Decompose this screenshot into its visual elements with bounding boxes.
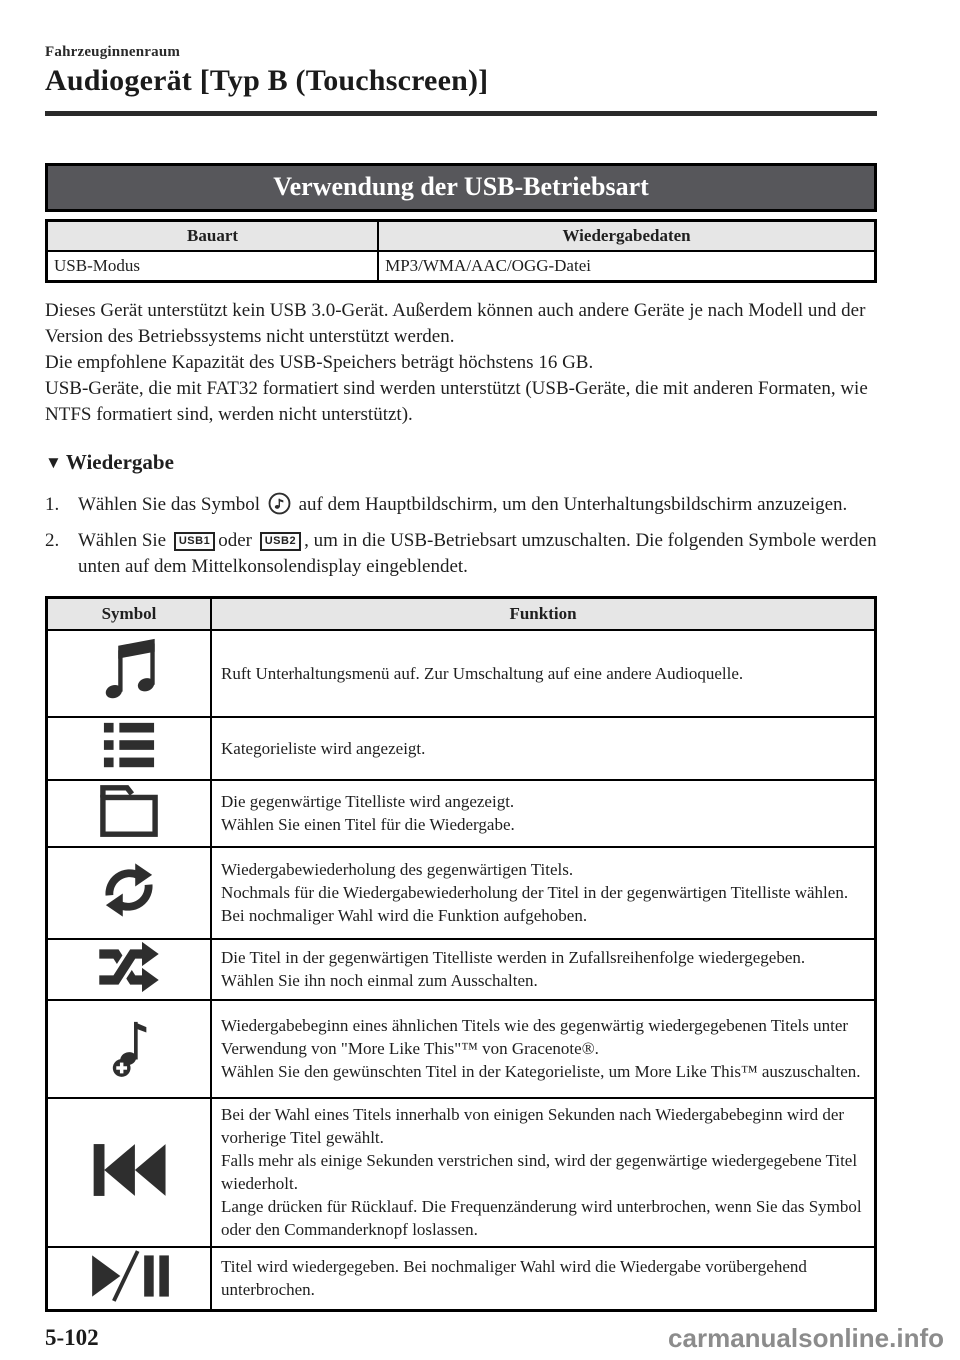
step-text-pre: Wählen Sie das Symbol <box>78 494 265 516</box>
steps-list <box>45 492 877 581</box>
function-cell <box>211 1000 876 1098</box>
skip-back-icon <box>47 1098 212 1247</box>
entertainment-note-circle-icon <box>268 492 291 524</box>
manual-page <box>45 0 877 1351</box>
watermark: carmanualsonline.info <box>668 1323 944 1353</box>
step-number: 1. <box>45 494 60 516</box>
function-text: Kategorieliste wird angezeigt. <box>221 738 426 758</box>
column-header-wiedergabedaten: Wiedergabedaten <box>378 221 875 252</box>
function-text: Falls mehr als einige Sekunden verstrichen sind, wird der gegenwärtige wiedergegebene Titel wiederholt. <box>221 1151 858 1194</box>
function-text: Ruft Unterhaltungsmenü auf. Zur Umschaltung auf eine andere Audioquelle. <box>221 663 744 683</box>
intro-paragraph <box>45 298 877 428</box>
function-text: Lange drücken für Rücklauf. Die Frequenzänderung wird unterbrochen, wenn Sie das Symbol oder den Commanderknopf loslassen. <box>221 1197 862 1240</box>
step-text <box>78 528 877 581</box>
more-like-this-note-plus-icon <box>47 1000 212 1098</box>
cell-bauart: USB-Modus <box>47 251 379 282</box>
function-cell <box>211 780 876 847</box>
step-text-post: auf dem Hauptbildschirm, um den Unterhaltungsbildschirm anzuzeigen. <box>293 494 848 516</box>
table-row-entertainment <box>47 630 876 717</box>
column-header-funktion: Funktion <box>211 597 876 630</box>
function-text: Wählen Sie ihn noch einmal zum Ausschalten. <box>221 971 538 991</box>
function-text: Wiedergabewiederholung des gegenwärtigen Titels. <box>221 860 574 880</box>
function-text: Die Titel in der gegenwärtigen Titelliste werden in Zufallsreihenfolge wiedergegeben. <box>221 948 806 968</box>
section-heading-label: Wiedergabe <box>65 450 174 475</box>
function-cell <box>211 1098 876 1247</box>
function-text: Titel wird wiedergegeben. Bei nochmaliger Wahl wird die Wiedergabe vorübergehend unterbrochen. <box>221 1257 807 1300</box>
function-text: Wählen Sie den gewünschten Titel in der Kategorieliste, um More Like This™ auszuschalten. <box>221 1062 861 1082</box>
intro-line: USB-Geräte, die mit FAT32 formatiert sind werden unterstützt (USB-Geräte, die mit anderen Formaten, wie NTFS formatiert sind, werden nicht unterstützt). <box>45 378 868 426</box>
step-1 <box>45 492 877 524</box>
section-heading <box>45 450 877 475</box>
function-cell <box>211 939 876 1000</box>
function-cell <box>211 630 876 717</box>
section-marker-triangle-icon: ▼ <box>45 453 62 473</box>
table-row <box>47 251 876 282</box>
play-pause-icon <box>47 1247 212 1311</box>
shuffle-icon <box>47 939 212 1000</box>
function-text: Bei der Wahl eines Titels innerhalb von einigen Sekunden nach Wiedergabebeginn wird der vorherige Titel gewählt. <box>221 1104 845 1147</box>
step-2 <box>45 528 877 581</box>
page-title: Audiogerät [Typ B (Touchscreen)] <box>45 64 489 97</box>
step-text-mid: oder <box>218 529 257 551</box>
header-rule <box>45 111 877 116</box>
table-header-row <box>47 597 876 630</box>
step-text-pre: Wählen Sie <box>78 529 171 551</box>
folder-icon <box>47 780 212 847</box>
function-text: Die gegenwärtige Titelliste wird angezeigt. <box>221 792 515 812</box>
function-cell <box>211 717 876 780</box>
symbol-function-table <box>45 596 877 1312</box>
step-text-post: , um in die USB-Betriebsart umzuschalten. Die folgenden Symbole werden unten auf dem Mittelkonsolendisplay eingeblendet. <box>78 529 877 578</box>
function-cell <box>211 847 876 939</box>
cell-wiedergabedaten: MP3/WMA/AAC/OGG-Datei <box>378 251 875 282</box>
page-number: 5-102 <box>45 1325 99 1351</box>
table-row-shuffle <box>47 939 876 1000</box>
usb1-button-icon: USB1 <box>174 532 215 551</box>
table-row-skip-back <box>47 1098 876 1247</box>
usb-mode-table <box>45 219 877 283</box>
function-text: Nochmals für die Wiedergabewiederholung der Titel in der gegenwärtigen Titelliste wählen. <box>221 883 849 903</box>
table-row-category-list <box>47 717 876 780</box>
category-list-icon <box>47 717 212 780</box>
function-cell <box>211 1247 876 1311</box>
table-row-repeat <box>47 847 876 939</box>
section-banner: Verwendung der USB-Betriebsart <box>45 163 877 212</box>
step-text <box>78 492 877 524</box>
intro-line: Dieses Gerät unterstützt kein USB 3.0-Gerät. Außerdem können auch andere Geräte je nach Modell und der Version des Betriebssystems nicht unterstützt werden. <box>45 300 866 348</box>
function-text: Wiedergabebeginn eines ähnlichen Titels wie des gegenwärtig wiedergegebenen Titels unter Verwendung von "More Like This"™ von Gracenote®. <box>221 1016 849 1059</box>
table-row-more-like-this <box>47 1000 876 1098</box>
table-row-title-list <box>47 780 876 847</box>
function-text: Wählen Sie einen Titel für die Wiedergabe. <box>221 815 515 835</box>
table-row-play-pause <box>47 1247 876 1311</box>
step-number: 2. <box>45 529 60 551</box>
breadcrumb: Fahrzeuginnenraum <box>45 44 181 60</box>
function-text: Bei nochmaliger Wahl wird die Funktion aufgehoben. <box>221 906 588 926</box>
column-header-bauart: Bauart <box>47 221 379 252</box>
table-header-row <box>47 221 876 252</box>
intro-line: Die empfohlene Kapazität des USB-Speichers beträgt höchstens 16 GB. <box>45 352 594 374</box>
column-header-symbol: Symbol <box>47 597 212 630</box>
music-notes-icon <box>47 630 212 717</box>
usb2-button-icon: USB2 <box>260 532 301 551</box>
repeat-icon <box>47 847 212 939</box>
